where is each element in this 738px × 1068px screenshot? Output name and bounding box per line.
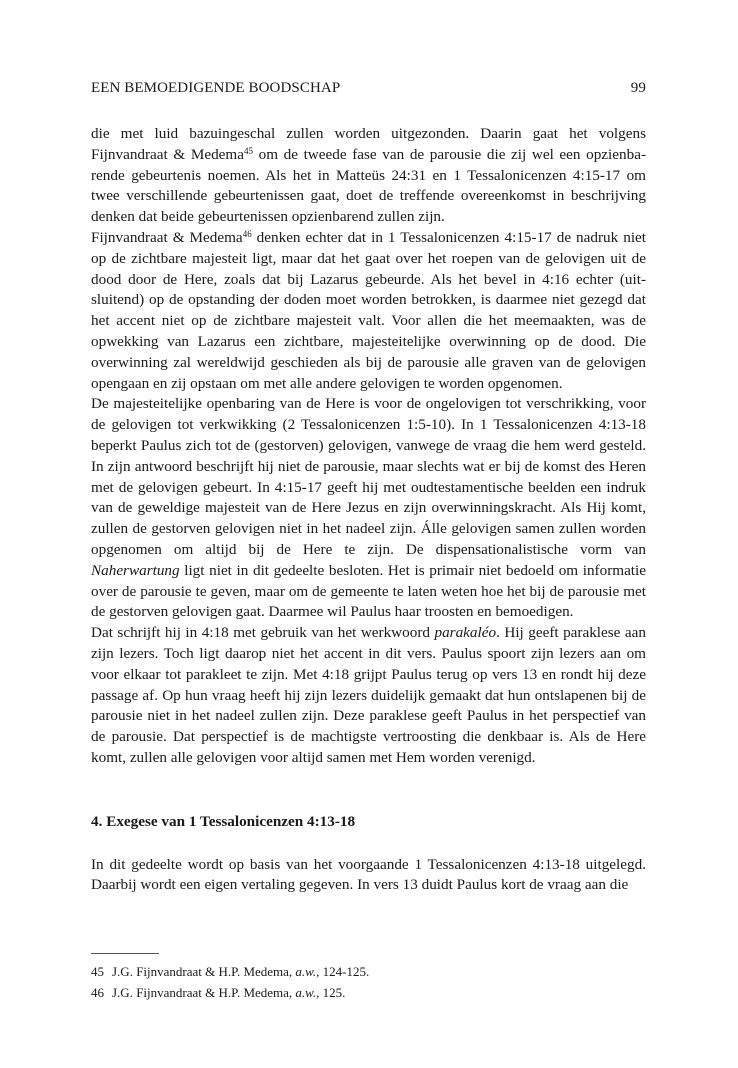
footnote-number: 45 (91, 964, 104, 979)
paragraph-3-text-cont: ligt niet in dit gedeelte besloten. Het is primair niet bedoeld om informatie over de parousie te geven, maar om de gemeente te laten weten hoe het bij de parousie met de gestorven gelovigen gaat. Daarmee wil Paulus haar troosten en bemoedigen. (91, 561, 646, 621)
paragraph-4-text: Dat schrijft hij in 4:18 met gebruik van het werkwoord (91, 624, 435, 642)
main-text (91, 124, 646, 896)
footnote-46 (91, 982, 646, 1003)
footnote-ref-46[interactable]: 46 (242, 228, 252, 239)
italic-term-naherwartung: Naherwartung (91, 561, 180, 579)
footnote-45 (91, 961, 646, 982)
footnote-text-end: , 124-125. (316, 964, 370, 979)
footnote-italic: a.w. (295, 985, 317, 1000)
footnote-italic: a.w. (295, 964, 317, 979)
paragraph-4 (91, 623, 646, 769)
footnote-text-end: , 125. (316, 985, 346, 1000)
italic-term-parakaleo: parakaléo (434, 624, 497, 642)
paragraph-3 (91, 394, 646, 623)
paragraph-3-text: De majesteitelijke openbaring van de Here is voor de ongelovigen tot verschrikking, voor de gelovigen tot verkwikking (2 Tessalonicenzen 1:5-10). In 1 Tessalonicenzen 4:13-18 beperkt Paulus zich tot de (gestorven) gelovigen, vanwege de vraag die hem werd gesteld. In zijn antwoord beschrijft hij niet de parousie, maar slechts wat er bij de komst des Heren met de gelovigen gebeurt. In 4:15-17 geeft hij met oudtestamentische beelden een indruk van de geweldige majesteit van de Here Jezus en zijn overwinningskracht. Als Hij komt, zullen de gestorven gelovigen niet in het nadeel zijn. Álle gelovigen samen zullen worden opgenomen om altijd bij de Here te zijn. De dispensationalistische vorm van (91, 395, 646, 558)
footnote-text: J.G. Fijnvandraat & H.P. Medema, (112, 964, 296, 979)
footnote-number: 46 (91, 985, 104, 1000)
section-heading: 4. Exegese van 1 Tessalonicenzen 4:13-18 (91, 812, 356, 830)
paragraph-2 (91, 228, 646, 394)
paragraph-1-text-cont: om de tweede fase van de parousie die zij wel een opzienbarende gebeurtenis noemen. Als het in Matteüs 24:31 en 1 Tessalonicenzen 4:15-17 om twee verschillende gebeurtenissen gaat, doet de treffende overeenkomst in beschrijving denken dat beide gebeurtenissen opzienbarend zullen zijn. (91, 145, 646, 226)
paragraph-2-text-cont: denken echter dat in 1 Tessalonicenzen 4:15-17 de nadruk niet op de zichtbare majesteit ligt, maar dat het gaat over het roepen van de gelovigen uit de dood door de Here, zoals dat bij Lazarus gebeurde. Als het bevel in 4:16 echter (uitsluitend) op de opstanding der doden moet worden betrokken, is daarmee niet gezegd dat het accent niet op de zichtbare majesteit valt. Voor allen die het meemaakten, was de opwekking van Lazarus een zichtbare, majesteitelijke overwinning op de dood. Die overwinning zal wereldwijd geschieden als bij de parousie alle graven van de gelovigen opengaan en zij opstaan om met alle andere gelovigen te worden opgenomen. (91, 228, 646, 392)
footnotes (91, 961, 646, 1003)
paragraph-2-text: Fijnvandraat & Medema (91, 228, 243, 246)
paragraph-4-text-cont: . Hij geeft paraklese aan zijn lezers. Toch ligt daarop niet het accent in dit vers. Paulus spoort zijn lezers aan om voor elkaar tot parakleet te zijn. Met 4:18 grijpt Paulus terug op vers 13 en rondt hij deze passage af. Op hun vraag heeft hij zijn lezers duidelijk gemaakt dat hun ontslapenen bij de parousie niet in het nadeel zullen zijn. Deze paraklese geeft Paulus in het perspectief van de parousie. Dat perspectief is de machtigste vertroosting die denkbaar is. Als de Here komt, zullen alle gelovigen voor altijd samen met Hem worden verenigd. (91, 624, 646, 766)
paragraph-5: In dit gedeelte wordt op basis van het voorgaande 1 Tessalonicenzen 4:13-18 uitgelegd. Daarbij wordt een eigen vertaling gegeven. In vers 13 duidt Paulus kort de vraag aan die (91, 855, 646, 894)
footnote-divider (91, 953, 159, 954)
page-number: 99 (630, 80, 646, 96)
running-title: EEN BEMOEDIGENDE BOODSCHAP (91, 80, 341, 96)
paragraph-1-text: die met luid bazuingeschal zullen worden uitgezonden. Daarin gaat het volgens Fijnvandraat & Medema (91, 125, 646, 163)
paragraph-1 (91, 124, 646, 228)
footnote-ref-45[interactable]: 45 (243, 145, 253, 156)
footnote-text: J.G. Fijnvandraat & H.P. Medema, (112, 985, 296, 1000)
